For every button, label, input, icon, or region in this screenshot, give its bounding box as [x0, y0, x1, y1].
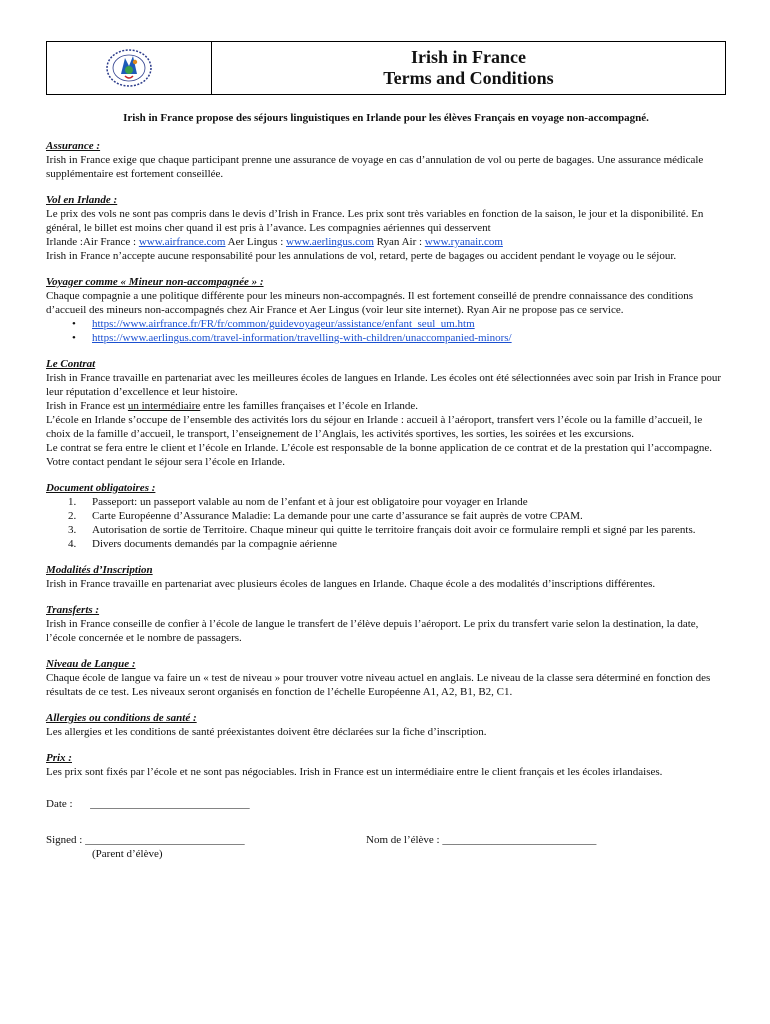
contrat-p2-underlined: un intermédiaire [127, 400, 201, 412]
list-number: 4. [68, 538, 77, 550]
document-page [46, 41, 726, 861]
title-cell [212, 42, 725, 94]
section-vol [46, 193, 726, 263]
airfrance-minor-link[interactable]: https://www.airfrance.fr/FR/fr/common/guidevoyageur/assistance/enfant_seul_um.htm [92, 318, 475, 330]
eleve-label: Nom de l’élève : [366, 834, 443, 846]
airfrance-label: Irlande :Air France : [46, 236, 139, 248]
list-text: Passeport: un passeport valable au nom de l’enfant et à jour est obligatoire pour voyager en Irlande [92, 496, 528, 508]
date-field[interactable]: _____________________________ [90, 798, 250, 810]
section-niveau [46, 657, 726, 699]
documents-list [46, 495, 726, 551]
list-item [92, 331, 726, 345]
section-prix [46, 751, 726, 779]
heading-contrat: Le Contrat [46, 358, 96, 370]
mineur-text: Chaque compagnie a une politique différente pour les mineurs non-accompagnés. Il est fortement conseillé de prendre connaissance des conditions d’accueil des mineurs non-accompagnés chez Air France et Aer Lingus (voir leur site internet). Ryan Air ne propose pas ce service. [46, 290, 694, 316]
heading-documents: Document obligatoires : [46, 482, 156, 494]
heading-modalites: Modalités d’Inscription [46, 564, 153, 576]
heading-niveau: Niveau de Langue : [46, 658, 136, 670]
ryanair-label: Ryan Air : [373, 236, 425, 248]
list-item [68, 495, 726, 509]
list-number: 2. [68, 510, 77, 522]
prix-text: Les prix sont fixés par l’école et ne sont pas négociables. Irish in France est un intermédiaire entre le client français et les écoles irlandaises. [46, 766, 663, 778]
allergies-text: Les allergies et les conditions de santé préexistantes doivent être déclarées sur la fiche d’inscription. [46, 726, 487, 738]
contrat-p4: Le contrat se fera entre le client et l’école en Irlande. L’école est responsable de la bonne application de ce contrat et de la prestation qui l’accompagne. Votre contact pendant le séjour sera l’école en Irlande. [46, 442, 713, 468]
section-mineur [46, 275, 726, 345]
heading-allergies: Allergies ou conditions de santé : [46, 712, 197, 724]
list-text: Divers documents demandés par la compagnie aérienne [92, 538, 337, 550]
heading-vol: Vol en Irlande : [46, 194, 118, 206]
logo-cell [47, 42, 212, 94]
doc-title: Irish in France [411, 47, 526, 67]
section-transferts [46, 603, 726, 645]
vol-text-1: Le prix des vols ne sont pas compris dans le devis d’Irish in France. Les prix sont très variables en fonction de la saison, le jour et la disponibilité. En général, le billet est moins cher quand il est pris à l’avance. Les compagnies aériennes qui desservent [46, 208, 704, 234]
list-number: 1. [68, 496, 77, 508]
eleve-field[interactable]: ____________________________ [442, 834, 597, 846]
list-number: 3. [68, 524, 77, 536]
signature-left [46, 833, 366, 861]
section-modalites [46, 563, 726, 591]
list-item [68, 509, 726, 523]
contrat-p3: L’école en Irlande s’occupe de l’ensemble des activités lors du séjour en Irlande : accueil à l’aéroport, transfert vers l’école ou la famille d’accueil, le choix de la famille d’accueil, le transport, l’enseignement de l’Anglais, les activités sportives, les sorties, les soirées et les excursions. [46, 414, 703, 440]
ryanair-link[interactable]: www.ryanair.com [424, 236, 503, 248]
modalites-text: Irish in France travaille en partenariat avec plusieurs écoles de langues en Irlande. Chaque école a des modalités d’inscriptions différentes. [46, 578, 656, 590]
section-contrat [46, 357, 726, 469]
header-box [46, 41, 726, 95]
parent-label: (Parent d’élève) [92, 848, 163, 860]
heading-assurance: Assurance : [46, 140, 101, 152]
contrat-p2 [46, 399, 726, 413]
list-item [68, 537, 726, 551]
list-text: Autorisation de sortie de Territoire. Chaque mineur qui quitte le territoire français doit avoir ce formulaire rempli et signé par les parents. [92, 524, 696, 536]
list-item [68, 523, 726, 537]
assurance-text: Irish in France exige que chaque participant prenne une assurance de voyage en cas d’annulation de vol ou perte de bagages. Une assurance médicale supplémentaire est fortement conseillée. [46, 154, 704, 180]
list-text: Carte Européenne d’Assurance Maladie: La demande pour une carte d’assurance se fait auprès de votre CPAM. [92, 510, 583, 522]
section-documents [46, 481, 726, 551]
vol-text [46, 207, 726, 263]
contrat-p2-before: Irish in France est [46, 400, 128, 412]
irish-in-france-logo-icon [105, 48, 153, 88]
contrat-p2-after: entre les familles françaises et l’école en Irlande. [200, 400, 419, 412]
heading-prix: Prix : [46, 752, 72, 764]
aerlingus-minor-link[interactable]: https://www.aerlingus.com/travel-information/travelling-with-children/unaccompanied-minors/ [92, 332, 512, 344]
date-label: Date : [46, 798, 73, 810]
transferts-text: Irish in France conseille de confier à l’école de langue le transfert de l’élève depuis l’aéroport. Le prix du transfert varie selon la destination, la date, l’école concernée et le nombre de passagers. [46, 618, 699, 644]
section-assurance [46, 139, 726, 181]
list-item [92, 317, 726, 331]
mineur-links [46, 317, 726, 345]
heading-transferts: Transferts : [46, 604, 100, 616]
vol-text-2: Irish in France n’accepte aucune responsabilité pour les annulations de vol, retard, perte de bagages ou accident pendant le voyage ou le séjour. [46, 250, 677, 262]
intro-text: Irish in France propose des séjours linguistiques en Irlande pour les élèves Français en voyage non-accompagné. [123, 112, 649, 124]
signature-right [366, 833, 596, 861]
signed-label: Signed : [46, 834, 86, 846]
aerlingus-label: Aer Lingus : [225, 236, 286, 248]
contrat-p1: Irish in France travaille en partenariat avec les meilleures écoles de langues en Irlande. Les écoles ont été sélectionnées avec soin par Irish in France pour leur réputation d’excellence et leur histoire. [46, 372, 721, 398]
signature-row [46, 833, 726, 861]
section-allergies [46, 711, 726, 739]
doc-subtitle: Terms and Conditions [383, 68, 554, 88]
heading-mineur: Voyager comme « Mineur non-accompagnée » : [46, 276, 264, 288]
airfrance-link[interactable]: www.airfrance.com [138, 236, 226, 248]
signed-field[interactable]: _____________________________ [85, 834, 245, 846]
niveau-text: Chaque école de langue va faire un « test de niveau » pour trouver votre niveau actuel en anglais. Le niveau de la classe sera déterminé en fonction des résultats de ce test. Les niveaux seront organisés en fonction de l’échelle Européenne A1, A2, B1, B2, C1. [46, 672, 711, 698]
date-row [46, 797, 726, 811]
aerlingus-link[interactable]: www.aerlingus.com [286, 236, 374, 248]
